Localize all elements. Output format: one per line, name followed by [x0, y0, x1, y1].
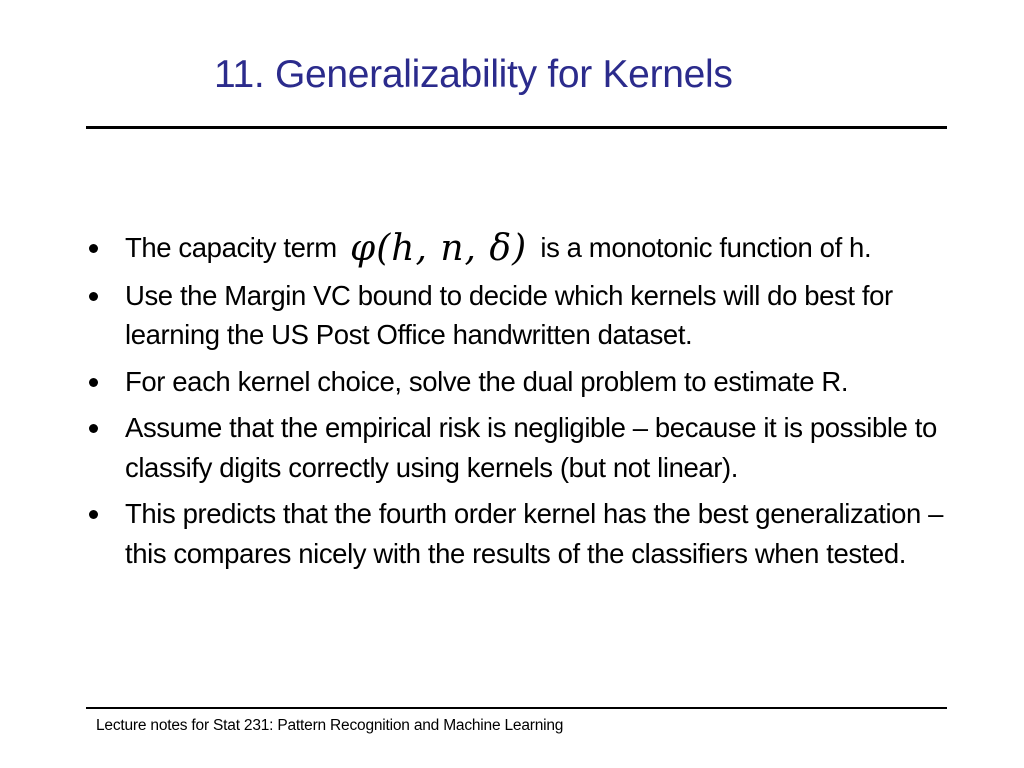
slide-title: 11. Generalizability for Kernels [214, 53, 733, 96]
bullet-item [86, 276, 956, 355]
bullet-text: Assume that the empirical risk is negligible – because it is possible to classify digits correctly using kernels (but not linear). [125, 412, 937, 483]
bullet-list [86, 228, 956, 580]
bullet-dot-icon [89, 510, 98, 519]
bullet-text: Use the Margin VC bound to decide which kernels will do best for learning the US Post Office handwritten dataset. [125, 279, 893, 350]
bullet-item [86, 408, 956, 487]
bullet-item [86, 494, 956, 573]
bullet-item [86, 362, 956, 402]
capacity-term-formula: φ(h, n, δ) [350, 228, 528, 269]
bullet-text: This predicts that the fourth order kernel has the best generalization – this compares nicely with the results of the classifiers when tested. [125, 498, 944, 569]
footer-text: Lecture notes for Stat 231: Pattern Recognition and Machine Learning [96, 717, 564, 734]
bullet-text: is a monotonic function of h. [540, 232, 872, 263]
bullet-dot-icon [89, 378, 98, 387]
bullet-dot-icon [89, 292, 98, 301]
title-divider [86, 126, 947, 129]
bullet-dot-icon [89, 244, 98, 253]
bullet-text: For each kernel choice, solve the dual problem to estimate R. [125, 365, 849, 397]
bullet-dot-icon [89, 424, 98, 433]
bullet-item [86, 228, 956, 269]
bullet-text: The capacity term [125, 232, 337, 263]
footer-divider [86, 707, 947, 709]
